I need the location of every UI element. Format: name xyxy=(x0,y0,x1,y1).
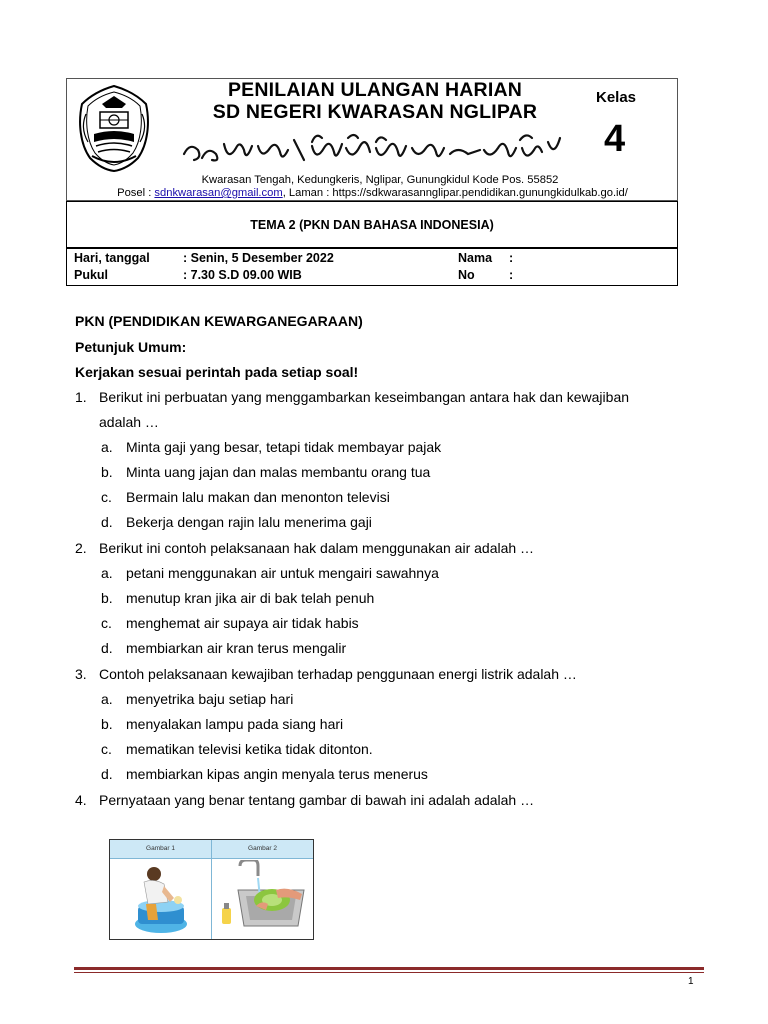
number-colon: : xyxy=(509,268,514,282)
page-number: 1 xyxy=(688,976,694,987)
info-box xyxy=(66,248,678,286)
question-number: 4. xyxy=(75,792,87,808)
option-3a xyxy=(101,691,293,707)
instructions-title: Petunjuk Umum: xyxy=(75,339,187,355)
option-text: petani menggunakan air untuk mengairi sawahnya xyxy=(126,565,439,581)
figure-1-label: Gambar 1 xyxy=(110,840,211,859)
option-2d xyxy=(101,640,346,656)
option-letter: a. xyxy=(101,565,113,581)
question-text: Berikut ini contoh pelaksanaan hak dalam menggunakan air adalah … xyxy=(99,540,535,556)
instructions-text: Kerjakan sesuai perintah pada setiap soal! xyxy=(75,364,359,380)
theme-title: TEMA 2 (PKN DAN BAHASA INDONESIA) xyxy=(250,218,494,232)
question-text: Contoh pelaksanaan kewajiban terhadap penggunaan energi listrik adalah … xyxy=(99,666,577,682)
footer-rule-thick xyxy=(74,967,704,970)
question-3 xyxy=(75,666,577,682)
email-link[interactable]: sdnkwarasan@gmail.com xyxy=(154,187,283,199)
option-2a xyxy=(101,565,439,581)
option-letter: d. xyxy=(101,640,113,656)
option-text: membiarkan kipas angin menyala terus menerus xyxy=(126,766,428,782)
question-number: 2. xyxy=(75,540,87,556)
option-text: Minta uang jajan dan malas membantu orang tua xyxy=(126,464,431,480)
figure-1-image xyxy=(128,862,194,936)
question-number: 3. xyxy=(75,666,87,682)
document-title: PENILAIAN ULANGAN HARIAN xyxy=(227,79,523,101)
option-3d xyxy=(101,766,428,782)
option-letter: b. xyxy=(101,716,113,732)
option-letter: b. xyxy=(101,590,113,606)
option-2b xyxy=(101,590,374,606)
option-2c xyxy=(101,615,359,631)
grade-label: Kelas xyxy=(596,89,637,106)
name-label: Nama xyxy=(458,251,493,265)
option-text: membiarkan air kran terus mengalir xyxy=(126,640,347,656)
time-value: : 7.30 S.D 09.00 WIB xyxy=(183,268,302,282)
option-text: menyetrika baju setiap hari xyxy=(126,691,294,707)
school-emblem-logo xyxy=(76,84,152,172)
option-text: menghemat air supaya air tidak habis xyxy=(126,615,359,631)
contact-line xyxy=(70,187,675,199)
option-text: menutup kran jika air di bak telah penuh xyxy=(126,590,375,606)
option-letter: d. xyxy=(101,766,113,782)
option-text: menyalakan lampu pada siang hari xyxy=(126,716,344,732)
day-label: Hari, tanggal xyxy=(74,251,150,265)
option-1b xyxy=(101,464,430,480)
email-prefix: Posel : xyxy=(117,187,155,199)
option-letter: a. xyxy=(101,691,113,707)
question-4-figure xyxy=(109,839,314,940)
question-1-continuation: adalah … xyxy=(99,414,159,430)
option-3b xyxy=(101,716,343,732)
number-label: No xyxy=(458,268,475,282)
option-letter: d. xyxy=(101,514,113,530)
figure-2-label: Gambar 2 xyxy=(212,840,313,859)
question-text: Pernyataan yang benar tentang gambar di bawah ini adalah adalah … xyxy=(99,792,535,808)
figure-divider xyxy=(211,840,212,939)
grade-number: 4 xyxy=(604,118,626,160)
option-letter: c. xyxy=(101,489,112,505)
option-letter: c. xyxy=(101,741,112,757)
option-1d xyxy=(101,514,372,530)
javanese-script-school-name xyxy=(180,128,565,170)
option-letter: a. xyxy=(101,439,113,455)
website-text: , Laman : https://sdkwarasannglipar.pendidikan.gunungkidulkab.go.id/ xyxy=(282,187,628,199)
question-4 xyxy=(75,792,534,808)
day-value: : Senin, 5 Desember 2022 xyxy=(183,251,334,265)
time-label: Pukul xyxy=(74,268,109,282)
question-2 xyxy=(75,540,534,556)
option-1a xyxy=(101,439,441,455)
footer-rule-thin xyxy=(74,972,704,973)
option-text: Bekerja dengan rajin lalu menerima gaji xyxy=(126,514,372,530)
subject-heading: PKN (PENDIDIKAN KEWARGANEGARAAN) xyxy=(75,313,363,329)
question-number: 1. xyxy=(75,389,87,405)
question-text: Berikut ini perbuatan yang menggambarkan keseimbangan antara hak dan kewajiban xyxy=(99,389,630,405)
option-3c xyxy=(101,741,373,757)
option-text: mematikan televisi ketika tidak ditonton. xyxy=(126,741,373,757)
option-letter: c. xyxy=(101,615,112,631)
figure-2-image xyxy=(216,860,312,938)
name-colon: : xyxy=(509,251,514,265)
question-1 xyxy=(75,389,629,405)
school-address: Kwarasan Tengah, Kedungkeris, Nglipar, Gunungkidul Kode Pos. 55852 xyxy=(201,174,559,186)
option-letter: b. xyxy=(101,464,113,480)
option-text: Bermain lalu makan dan menonton televisi xyxy=(126,489,390,505)
option-1c xyxy=(101,489,390,505)
option-text: Minta gaji yang besar, tetapi tidak membayar pajak xyxy=(126,439,442,455)
school-name: SD NEGERI KWARASAN NGLIPAR xyxy=(212,101,538,123)
